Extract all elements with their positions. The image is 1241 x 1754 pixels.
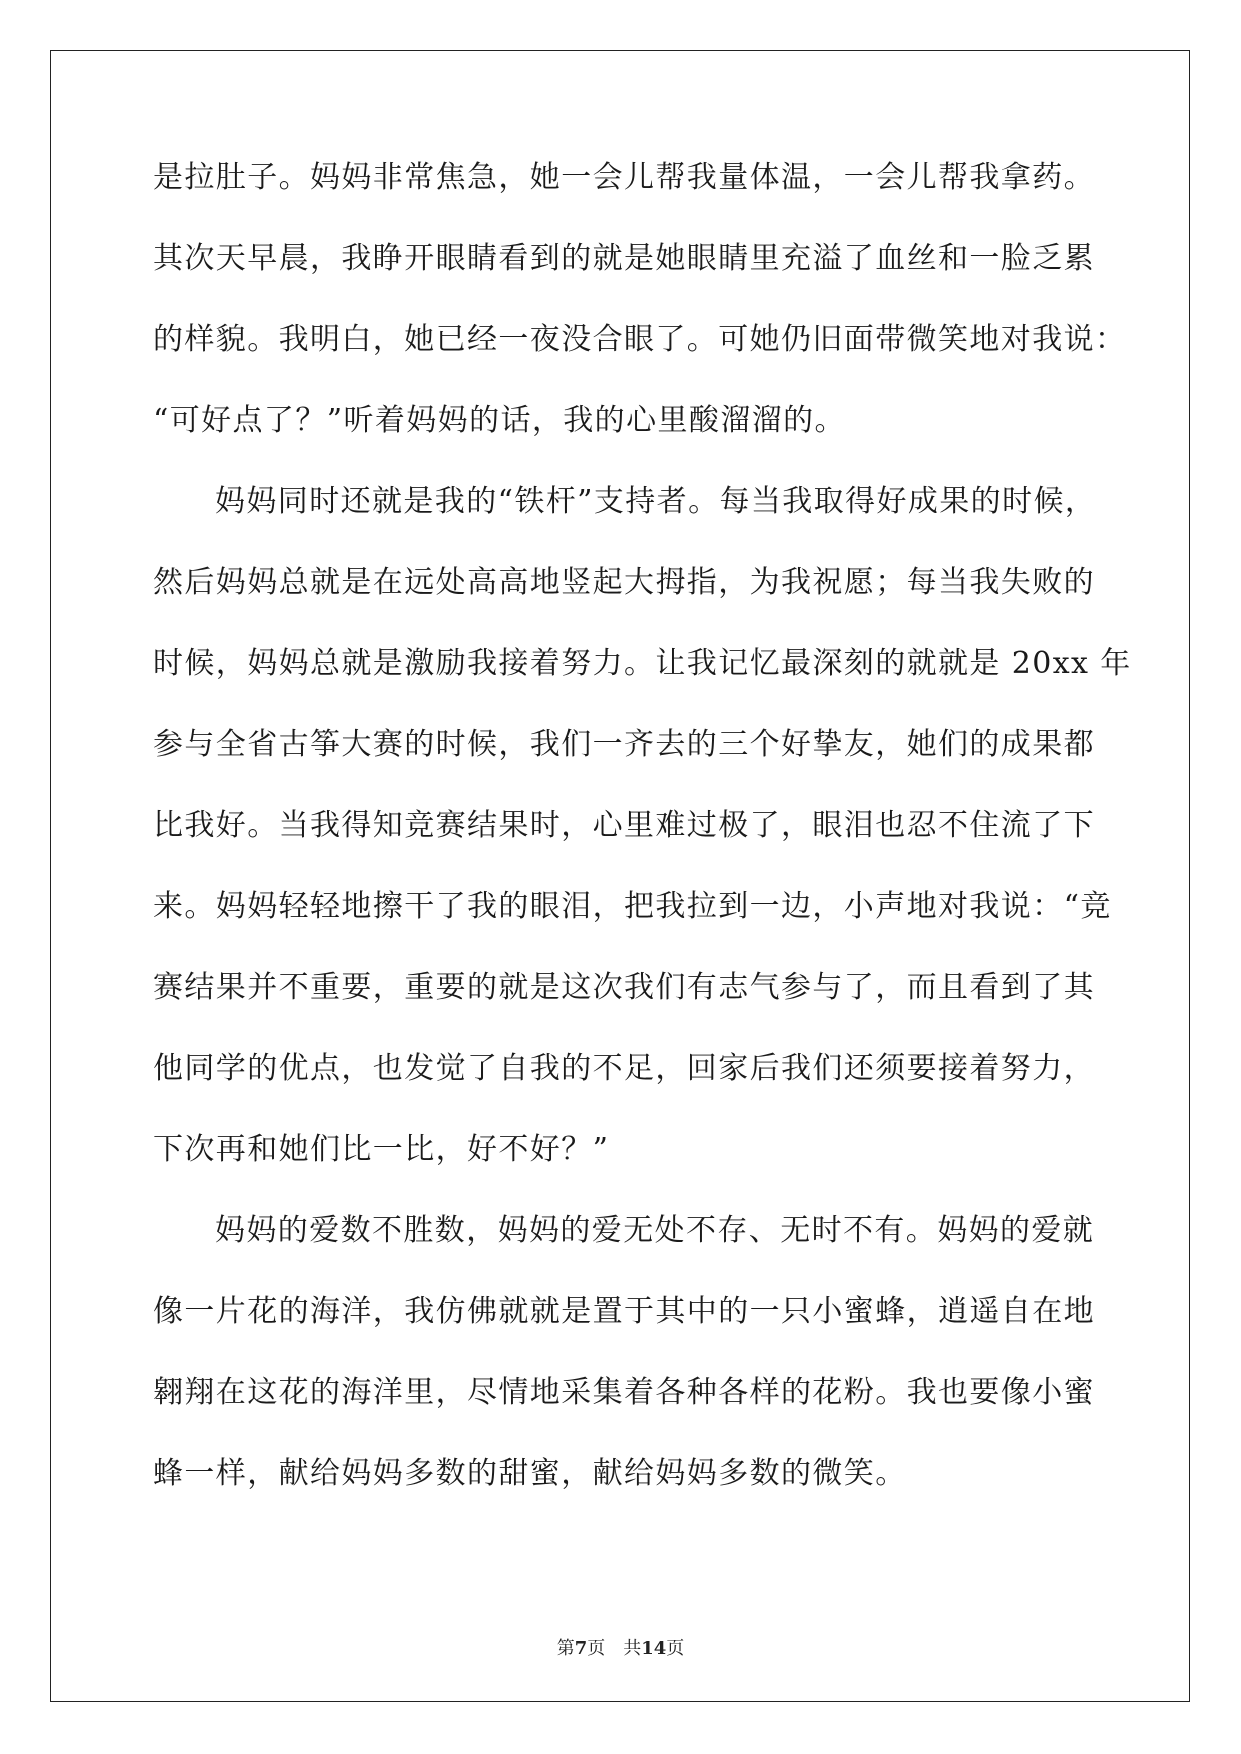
text-line: 来。妈妈轻轻地擦干了我的眼泪，把我拉到一边，小声地对我说：“竞	[153, 889, 1112, 924]
page-footer	[0, 1634, 1241, 1660]
text-line: “可好点了？”听着妈妈的话，我的心里酸溜溜的。	[153, 403, 846, 438]
text-line: 下次再和她们比一比，好不好？”	[153, 1132, 610, 1167]
text-line: 是拉肚子。妈妈非常焦急，她一会儿帮我量体温，一会儿帮我拿药。	[153, 160, 1095, 195]
paragraph-start-line: 妈妈的爱数不胜数，妈妈的爱无处不存、无时不有。妈妈的爱就	[215, 1213, 1095, 1248]
text-line: 他同学的优点，也发觉了自我的不足，回家后我们还须要接着努力，	[153, 1051, 1095, 1086]
total-suffix: 页	[666, 1638, 685, 1659]
text-line: 像一片花的海洋，我仿佛就就是置于其中的一只小蜜蜂，逍遥自在地	[153, 1294, 1095, 1329]
text-line: 比我好。当我得知竞赛结果时，心里难过极了，眼泪也忍不住流了下	[153, 808, 1095, 843]
text-line: 的样貌。我明白，她已经一夜没合眼了。可她仍旧面带微笑地对我说：	[153, 322, 1127, 357]
paragraph-start-line: 妈妈同时还就是我的“铁杆”支持者。每当我取得好成果的时候，	[215, 484, 1097, 519]
current-page-number: 7	[574, 1638, 588, 1659]
text-line: 然后妈妈总就是在远处高高地竖起大拇指，为我祝愿；每当我失败的	[153, 565, 1095, 600]
page-suffix: 页	[587, 1638, 606, 1659]
text-line: 赛结果并不重要，重要的就是这次我们有志气参与了，而且看到了其	[153, 970, 1095, 1005]
document-body	[153, 158, 1132, 1535]
text-line: 参与全省古筝大赛的时候，我们一齐去的三个好挚友，她们的成果都	[153, 727, 1095, 762]
page-prefix: 第	[556, 1638, 575, 1659]
total-prefix: 共	[623, 1638, 642, 1659]
text-line: 其次天早晨，我睁开眼睛看到的就是她眼睛里充溢了血丝和一脸乏累	[153, 241, 1095, 276]
text-line: 时候，妈妈总就是激励我接着努力。让我记忆最深刻的就就是 20xx 年	[153, 646, 1132, 681]
text-line: 翱翔在这花的海洋里，尽情地采集着各种各样的花粉。我也要像小蜜	[153, 1375, 1095, 1410]
text-line: 蜂一样，献给妈妈多数的甜蜜，献给妈妈多数的微笑。	[153, 1456, 907, 1491]
total-page-number: 14	[641, 1638, 667, 1659]
